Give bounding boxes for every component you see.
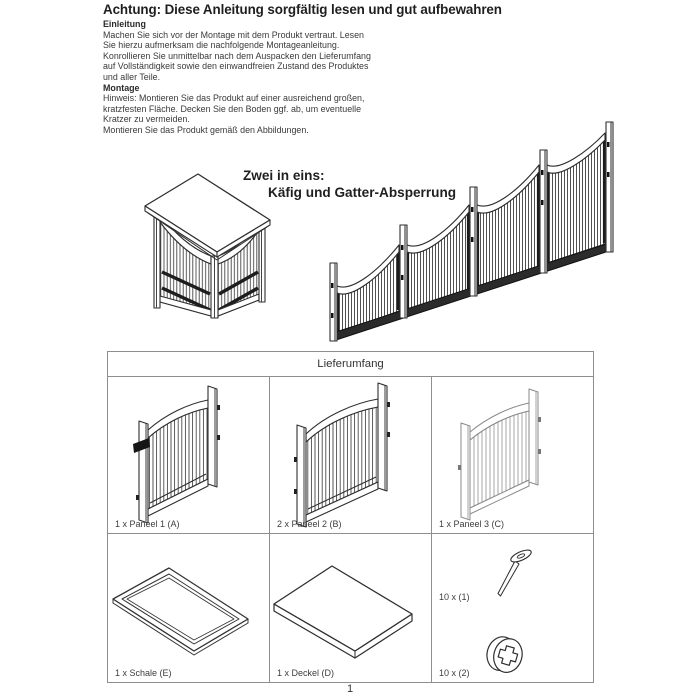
cell-hardware <box>432 534 593 682</box>
cage-isometric-icon <box>140 168 300 320</box>
einleitung-line: Machen Sie sich vor der Montage mit dem Produkt vertraut. Lesen <box>103 29 364 40</box>
montage-line: kratzfesten Fläche. Decken Sie den Boden ggf. ab, um eventuelle <box>103 103 362 114</box>
item-label: 1 x Deckel (D) <box>277 668 335 678</box>
gate-panel-wide-icon <box>270 377 431 533</box>
einleitung-line: auf Vollständigkeit sowie den einwandfreien Zustand des Produktes <box>103 61 369 72</box>
cell-paneel-2 <box>270 377 432 533</box>
einleitung-line: Konrollieren Sie unmittelbar nach dem Auspacken den Lieferumfang <box>103 50 371 61</box>
cell-schale <box>108 534 270 682</box>
montage-line: Kratzer zu vermeiden. <box>103 114 190 125</box>
item-label: 1 x Paneel 1 (A) <box>115 519 180 529</box>
item-label: 2 x Paneel 2 (B) <box>277 519 342 529</box>
cell-paneel-3 <box>432 377 593 533</box>
tray-icon <box>108 534 269 682</box>
page-number: 1 <box>346 683 354 695</box>
table-row <box>108 534 593 682</box>
illustration-caption-line1: Zwei in eins: <box>243 168 325 183</box>
screw-count-label: 10 x (1) <box>439 592 470 602</box>
illustration-caption-line2: Käfig und Gatter-Absperrung <box>268 184 457 200</box>
einleitung-heading: Einleitung <box>103 19 146 29</box>
gate-panel-light-icon <box>432 377 593 533</box>
page-title: Achtung: Diese Anleitung sorgfältig lesen und gut aufbewahren <box>103 2 502 17</box>
item-label: 1 x Paneel 3 (C) <box>439 519 505 529</box>
table-row <box>108 377 593 534</box>
einleitung-line: und aller Teile. <box>103 71 161 82</box>
table-header: Lieferumfang <box>108 352 593 377</box>
lid-icon <box>270 534 431 682</box>
cell-paneel-1 <box>108 377 270 533</box>
lieferumfang-table <box>107 351 594 683</box>
montage-line: Hinweis: Montieren Sie das Produkt auf einer ausreichend großen, <box>103 93 365 104</box>
cell-deckel <box>270 534 432 682</box>
montage-line: Montieren Sie das Produkt gemäß den Abbildungen. <box>103 124 309 135</box>
einleitung-line: Sie hierzu aufmerksam die nachfolgende Montageanleitung. <box>103 40 340 51</box>
montage-heading: Montage <box>103 82 140 93</box>
screw-and-cap-icon <box>432 534 593 682</box>
item-label: 1 x Schale (E) <box>115 668 172 678</box>
cap-count-label: 10 x (2) <box>439 668 470 678</box>
gate-panel-latch-icon <box>108 377 269 533</box>
gate-fence-icon <box>320 110 620 350</box>
